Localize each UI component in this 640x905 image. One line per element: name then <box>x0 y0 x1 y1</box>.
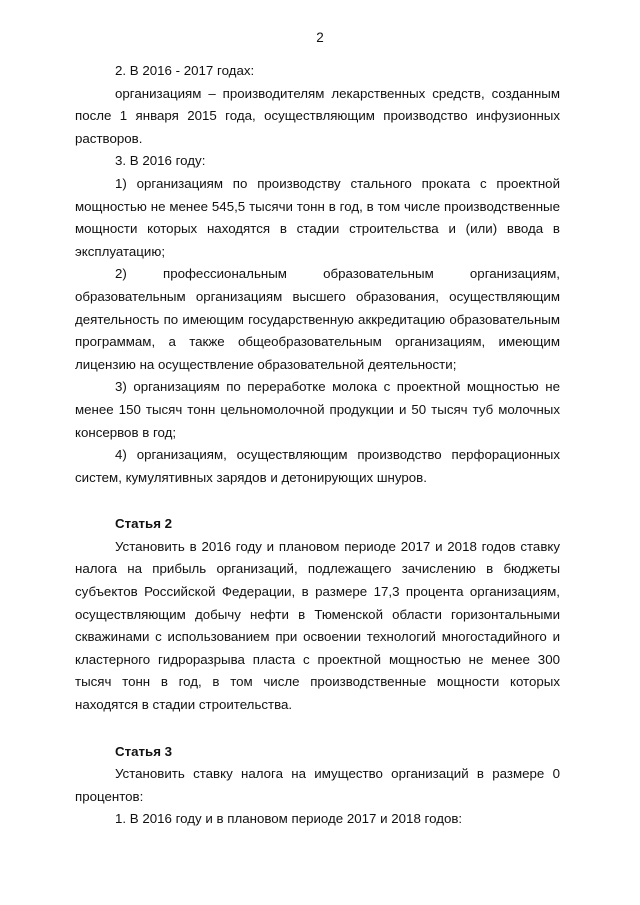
article-3-item-1: 1. В 2016 году и в плановом периоде 2017 и 2018 годов: <box>115 811 463 827</box>
paragraph-item-4: 4) организациям, осуществляющим производство перфорационных систем, кумулятивных зарядов и детонирующих шнуров. <box>75 447 560 485</box>
article-3-text: Установить ставку налога на имущество организаций в размере 0 процентов: <box>75 766 560 804</box>
paragraph-2016-2017: 2. В 2016 - 2017 годах: <box>115 63 255 78</box>
paragraph-pharma-orgs: организациям – производителям лекарственных средств, созданным после 1 января 2015 года, осуществляющим производство инфузионных растворов. <box>75 85 560 146</box>
paragraph-item-2: 2) профессиональным образовательным организациям, образовательным организациям высшего образования, осуществляющим деятельность по имеющим государственную аккредитацию образовательным программам, а также общеобразовательным организациям, имеющим лицензию на осуществление образовательной деятельности; <box>75 266 560 372</box>
paragraph-item-1: 1) организациям по производству стального проката с проектной мощностью не менее 545,5 тысячи тонн в год, в том числе производственные мощности которых находятся в стадии строительства и (или) ввода в эксплуатацию; <box>75 175 560 259</box>
page-number: 2 <box>316 30 324 45</box>
paragraph-item-3: 3) организациям по переработке молока с проектной мощностью не менее 150 тысяч тонн цельномолочной продукции и 50 тысяч туб молочных консервов в год; <box>75 379 560 440</box>
article-3-heading: Статья 3 <box>115 743 173 759</box>
article-2-text: Установить в 2016 году и плановом периоде 2017 и 2018 годов ставку налога на прибыль организаций, подлежащего зачислению в бюджеты субъектов Российской Федерации, в размере 17,3 процента организациям, осуществляющим добычу нефти в Тюменской области горизонтальными скважинами с использованием при освоении технологий многостадийного и кластерного гидроразрыва пласта с проектной мощностью не менее 300 тысяч тонн в год, в том числе производственные мощности которых находятся в стадии строительства. <box>75 538 560 713</box>
document-body <box>75 60 560 831</box>
article-2-heading: Статья 2 <box>115 516 173 532</box>
paragraph-2016: 3. В 2016 году: <box>115 153 206 169</box>
